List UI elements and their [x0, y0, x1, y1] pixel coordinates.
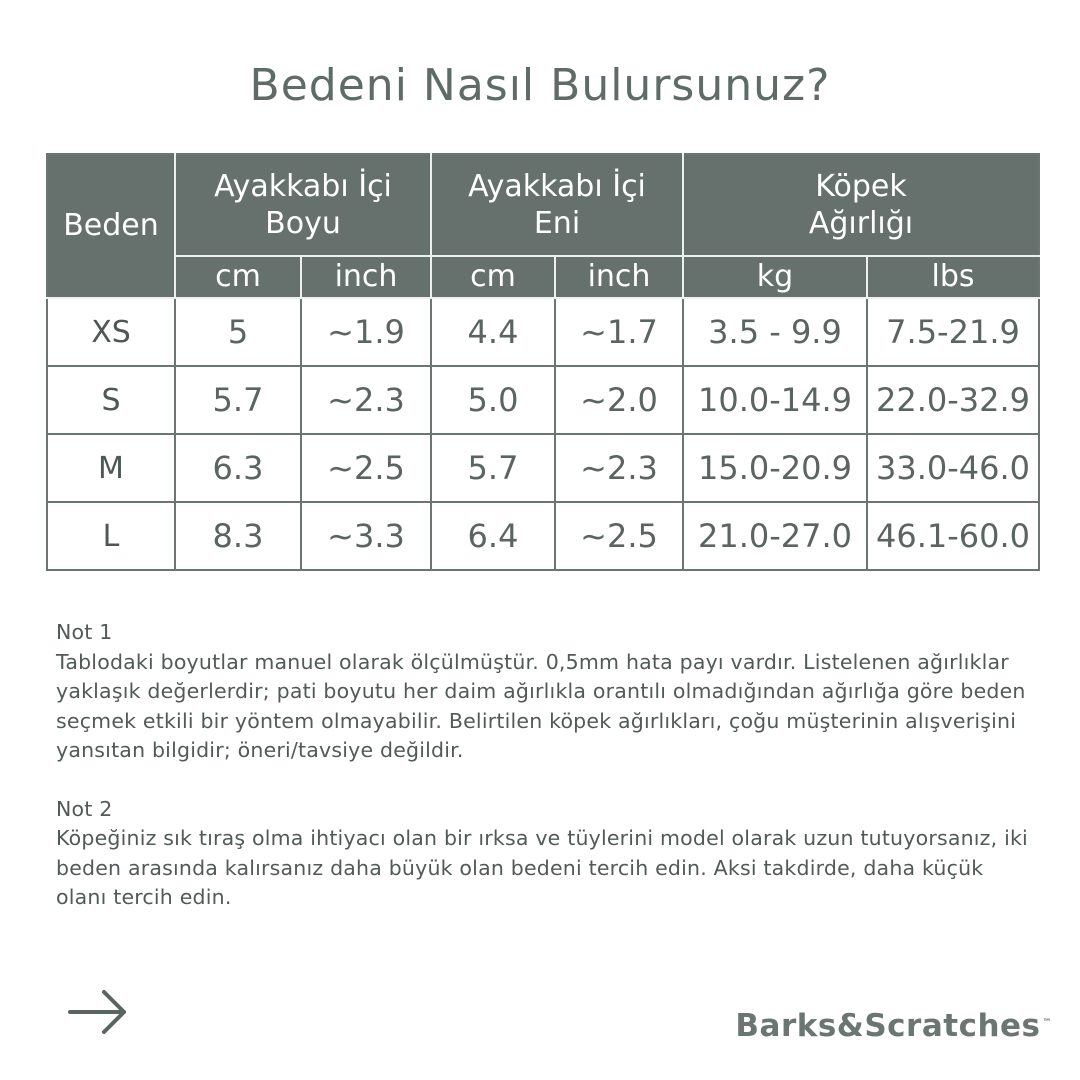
header-shoe-width: Ayakkabı İçi Eni: [431, 154, 683, 256]
header-beden: Beden: [47, 154, 175, 298]
table-row: [47, 434, 1039, 502]
note2-title: Not 2: [56, 796, 113, 821]
table-cell: ~2.0: [555, 366, 683, 434]
size-label: S: [47, 366, 175, 434]
unit-lbs: lbs: [867, 256, 1039, 298]
size-label: L: [47, 502, 175, 570]
table-cell: 15.0-20.9: [683, 434, 867, 502]
table-cell: 3.5 - 9.9: [683, 298, 867, 366]
table-cell: 5.0: [431, 366, 555, 434]
table-row: [47, 502, 1039, 570]
table-cell: 46.1-60.0: [867, 502, 1039, 570]
note1-title: Not 1: [56, 620, 113, 644]
table-cell: 10.0-14.9: [683, 366, 867, 434]
brand-logo: Barks&Scratches ™: [735, 1008, 1052, 1044]
header-shoe-length: Ayakkabı İçi Boyu: [175, 154, 431, 256]
table-cell: 7.5-21.9: [867, 298, 1039, 366]
table-cell: 5.7: [431, 434, 555, 502]
table-cell: 6.4: [431, 502, 555, 570]
size-label: M: [47, 434, 175, 502]
unit-inch: inch: [301, 256, 431, 298]
table-cell: ~2.5: [555, 502, 683, 570]
table-row: [47, 298, 1039, 366]
table-cell: 5.7: [175, 366, 301, 434]
unit-cm: cm: [175, 256, 301, 298]
note1-text: Tablodaki boyutlar manuel olarak ölçülmüştür. 0,5mm hata payı vardır. Listelenen ağırlıklar yaklaşık değerlerdir; pati boyutu her daim ağırlıkla orantılı olmadığından ağırlığa göre beden seçmek etkili bir yöntem olmayabilir. Belirtilen köpek ağırlıkları, çoğu müşterinin alışverişini yansıtan bilgidir; öneri/tavsiye değildir.: [56, 649, 1026, 762]
unit-kg: kg: [683, 256, 867, 298]
table-cell: ~1.7: [555, 298, 683, 366]
arrow-right-icon[interactable]: [66, 988, 130, 1036]
table-cell: ~3.3: [301, 502, 431, 570]
size-table: [46, 153, 1040, 571]
table-cell: ~2.3: [555, 434, 683, 502]
table-cell: 5: [175, 298, 301, 366]
size-label: XS: [47, 298, 175, 366]
table-cell: ~2.5: [301, 434, 431, 502]
table-cell: 6.3: [175, 434, 301, 502]
unit-inch: inch: [555, 256, 683, 298]
note2-text: Köpeğiniz sık tıraş olma ihtiyacı olan bir ırksa ve tüylerini model olarak uzun tutuyorsanız, iki beden arasında kalırsanız daha büyük olan bedeni tercih edin. Aksi takdirde, daha küçük olanı tercih edin.: [56, 826, 1028, 909]
table-row: [47, 366, 1039, 434]
unit-cm: cm: [431, 256, 555, 298]
table-cell: 21.0-27.0: [683, 502, 867, 570]
notes-section: [56, 618, 1036, 913]
table-cell: ~2.3: [301, 366, 431, 434]
table-cell: 33.0-46.0: [867, 434, 1039, 502]
page-title: Bedeni Nasıl Bulursunuz?: [249, 60, 831, 111]
header-dog-weight: Köpek Ağırlığı: [683, 154, 1039, 256]
table-cell: ~1.9: [301, 298, 431, 366]
table-cell: 4.4: [431, 298, 555, 366]
table-cell: 8.3: [175, 502, 301, 570]
table-cell: 22.0-32.9: [867, 366, 1039, 434]
